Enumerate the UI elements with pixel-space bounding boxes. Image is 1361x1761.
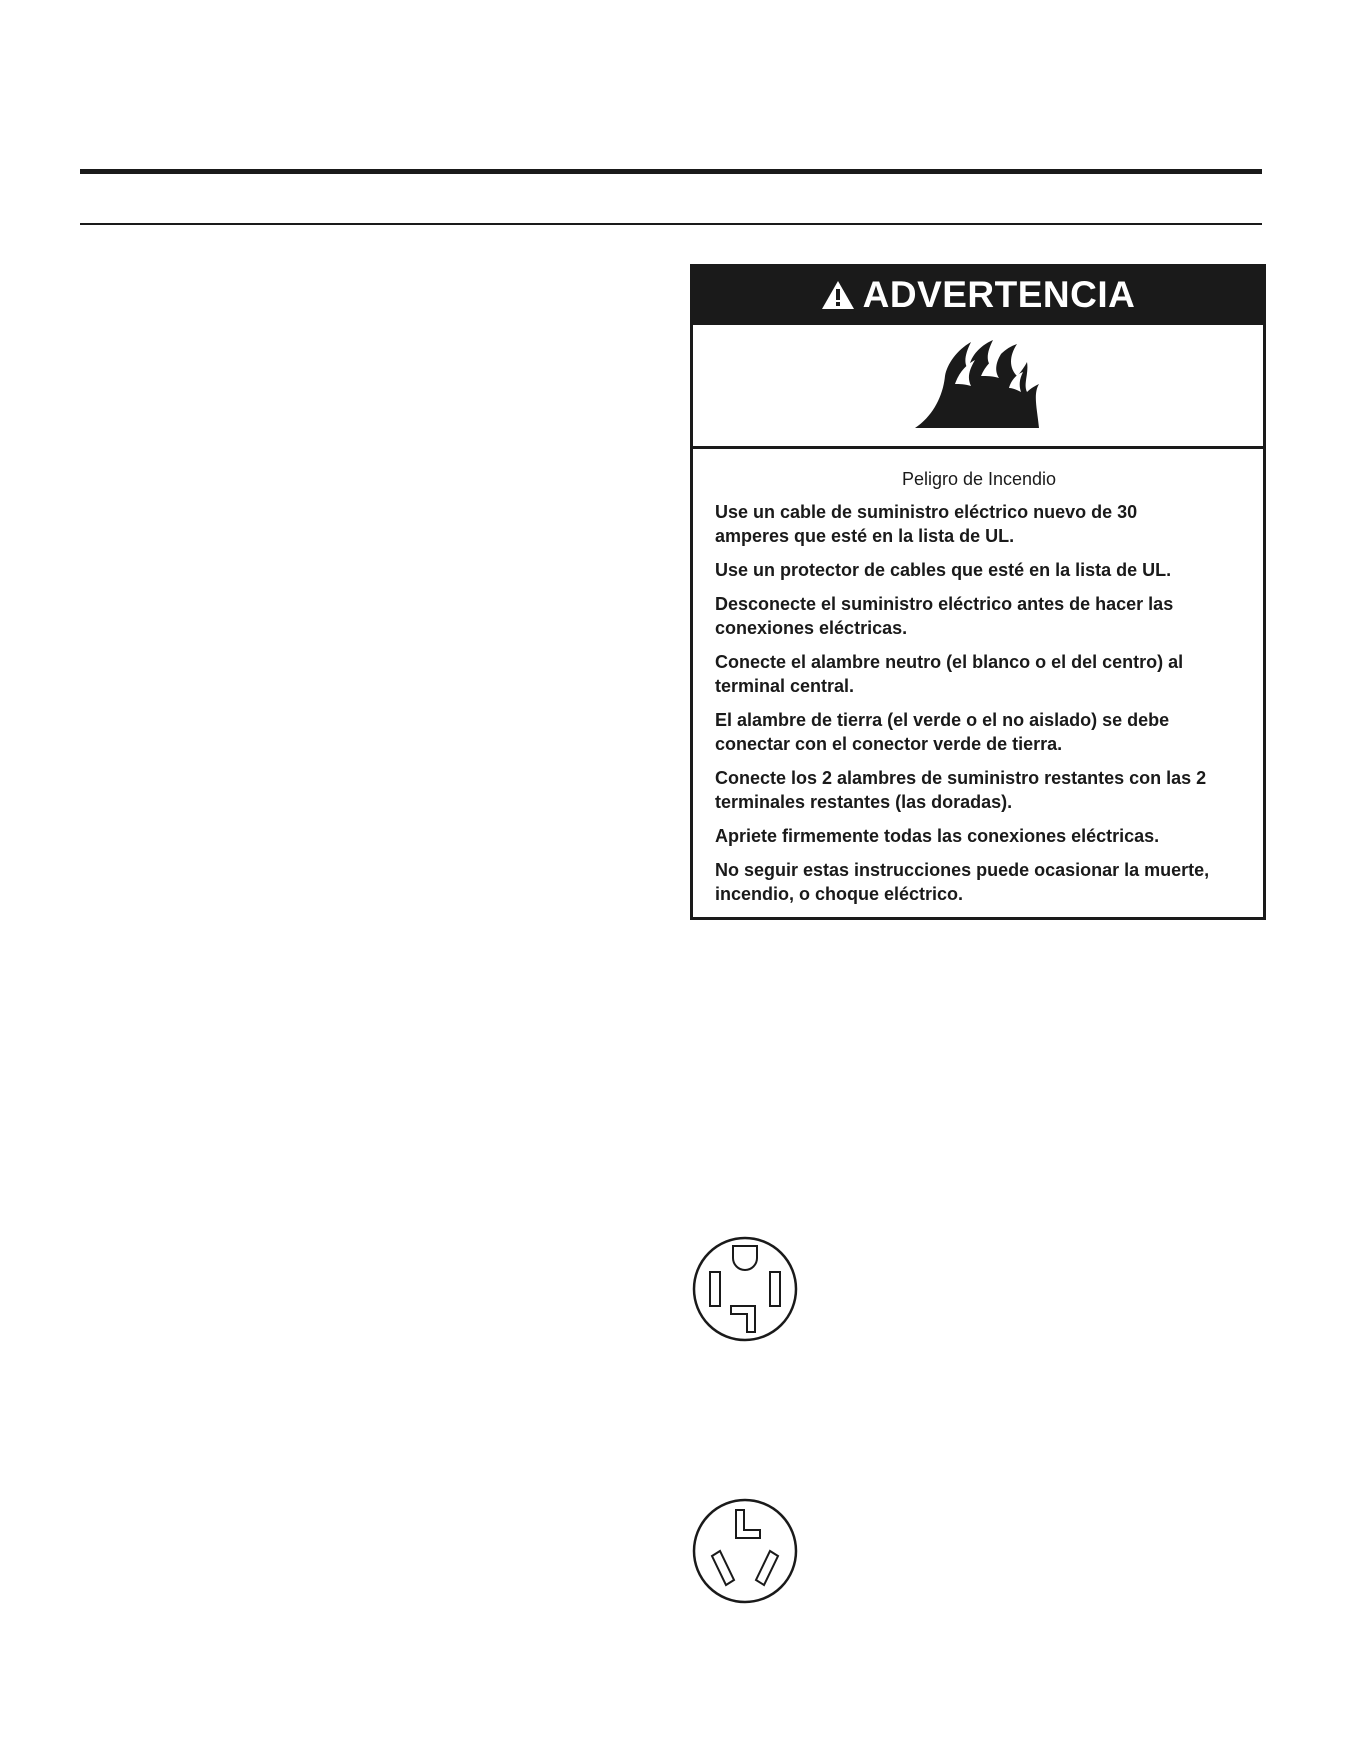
warning-triangle-icon	[821, 280, 855, 310]
header-rule-thin	[80, 223, 1262, 225]
warning-line: No seguir estas instrucciones puede ocasionar la muerte, incendio, o choque eléctrico.	[715, 860, 1210, 904]
warning-header-label: ADVERTENCIA	[862, 273, 1136, 315]
warning-line: Use un protector de cables que esté en la lista de UL.	[715, 560, 1172, 580]
warning-box	[690, 264, 1266, 920]
warning-title: Peligro de Incendio	[901, 469, 1057, 489]
warning-line: Conecte el alambre neutro (el blanco o el del centro) al terminal central.	[715, 652, 1184, 696]
header-rule-thick	[80, 169, 1262, 174]
warning-line: El alambre de tierra (el verde o el no aislado) se debe conectar con el conector verde de tierra.	[715, 710, 1170, 754]
4-prong-outlet-icon	[690, 1234, 800, 1349]
warning-line: Apriete firmemente todas las conexiones eléctricas.	[715, 826, 1160, 846]
fire-hazard-icon	[913, 336, 1043, 436]
warning-line: Conecte los 2 alambres de suministro restantes con las 2 terminales restantes (las doradas).	[715, 768, 1207, 812]
warning-line: Use un cable de suministro eléctrico nuevo de 30 amperes que esté en la lista de UL.	[715, 502, 1138, 546]
warning-line: Desconecte el suministro eléctrico antes de hacer las conexiones eléctricas.	[715, 594, 1174, 638]
warning-symbol-area	[693, 322, 1263, 449]
warning-text	[693, 449, 1263, 906]
warning-header	[693, 267, 1263, 322]
3-prong-outlet-icon	[690, 1496, 800, 1611]
